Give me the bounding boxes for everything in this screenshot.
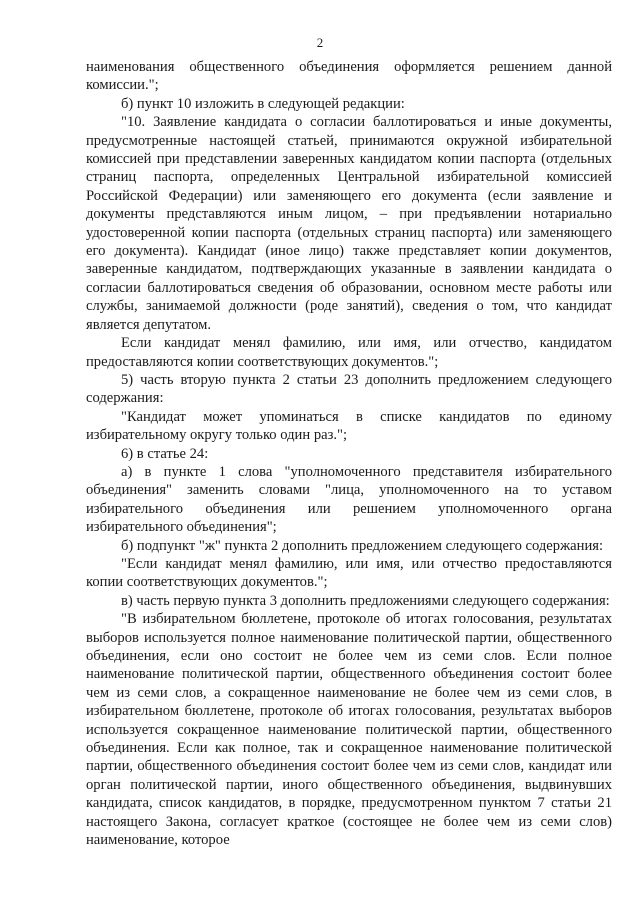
paragraph: Если кандидат менял фамилию, или имя, или отчество, кандидатом предоставляются копии соответствующих документов."; bbox=[86, 335, 612, 370]
page-number: 2 bbox=[316, 35, 324, 50]
paragraph: б) подпункт "ж" пункта 2 дополнить предложением следующего содержания: bbox=[121, 537, 604, 554]
paragraph: "Кандидат может упоминаться в списке кандидатов по единому избирательному округу только один раз."; bbox=[86, 408, 612, 444]
paragraph: наименования общественного объединения оформляется решением данной комиссии."; bbox=[86, 59, 612, 94]
paragraph: 5) часть вторую пункта 2 статьи 23 дополнить предложением следующего содержания: bbox=[86, 371, 612, 407]
paragraph: "В избирательном бюллетене, протоколе об итогах голосования, результатах выборов используется полное наименование политической партии, общественного объединения, если оно состоит не более чем из семи слов. Если полное наименование политической партии, общественного объединения состоит более чем из семи слов, а сокращенное наименование не более чем из семи слов, в избирательном бюллетене, протоколе об итогах голосования, результатах выборов используется сокращенное наименование политической партии, общественного объединения. Если как полное, так и сокращенное наименование политической партии, общественного объединения состоит более чем из семи слов, кандидат или орган политической партии, иного общественного объединения, выдвинувших кандидата, список кандидатов, в порядке, предусмотренном пунктом 7 статьи 21 настоящего Закона, согласует краткое (состоящее не более чем из семи слов) наименование, которое bbox=[86, 611, 612, 849]
paragraph: б) пункт 10 изложить в следующей редакции: bbox=[121, 95, 405, 112]
paragraph: в) часть первую пункта 3 дополнить предложениями следующего содержания: bbox=[121, 592, 610, 609]
paragraph: "Если кандидат менял фамилию, или имя, или отчество предоставляются копии соответствующих документов."; bbox=[86, 555, 612, 591]
document-body bbox=[86, 58, 612, 849]
paragraph: а) в пункте 1 слова "уполномоченного представителя избирательного объединения" заменить словами "лица, уполномоченного на то уставом избирательного объединения или решением уполномоченного органа избирательного объединения"; bbox=[86, 463, 612, 536]
paragraph: 6) в статье 24: bbox=[121, 445, 209, 462]
paragraph: "10. Заявление кандидата о согласии баллотироваться и иные документы, предусмотренные настоящей статьей, принимаются окружной избирательной комиссией при представлении заверенных кандидатом копии паспорта (отдельных страниц паспорта, определенных Центральной избирательной комиссией Российской Федерации) или заменяющего его документа (если заявление и документы представляются иным лицом, – при предъявлении нотариально удостоверенной копии паспорта (отдельных страниц паспорта) или заменяющего его документа). Кандидат (иное лицо) также представляет копии документов, заверенные кандидатом, подтверждающих указанные в заявлении кандидата о согласии баллотироваться сведения об образовании, основном месте работы или службы, занимаемой должности (роде занятий), сведения о том, что кандидат является депутатом. bbox=[86, 114, 612, 333]
